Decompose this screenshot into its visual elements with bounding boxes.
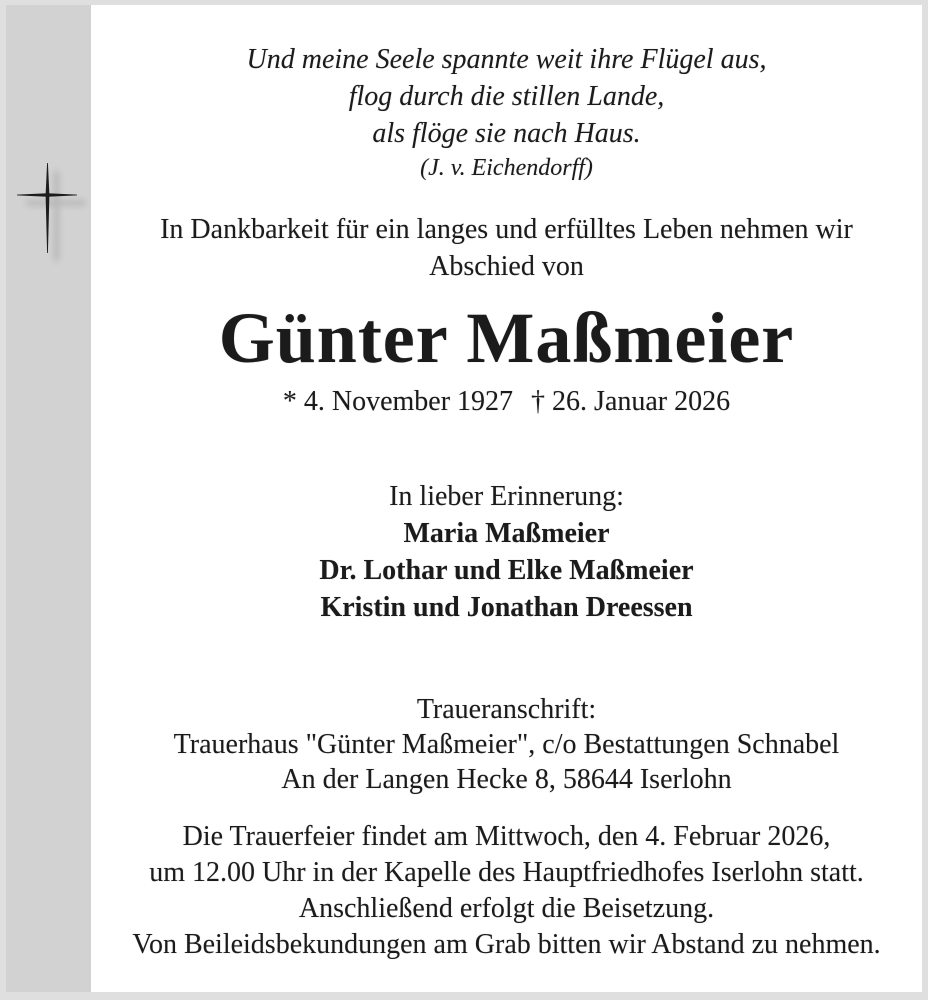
notice-content (91, 5, 922, 992)
poem-line: als flöge sie nach Haus. (372, 118, 641, 149)
address-heading: Traueranschrift: (416, 694, 597, 725)
left-gray-strip (6, 5, 91, 992)
service-line: Die Trauerfeier findet am Mittwoch, den 4. Februar 2026, (182, 821, 831, 852)
intro-text (91, 211, 922, 285)
remembrance-section (91, 478, 922, 626)
address-line: An der Langen Hecke 8, 58644 Iserlohn (281, 764, 732, 795)
poem-quote (91, 41, 922, 185)
mourner-name: Maria Maßmeier (403, 518, 610, 549)
poem-attribution: (J. v. Eichendorff) (420, 155, 593, 181)
death-date: † 26. Januar 2026 (531, 386, 731, 417)
mourner-name: Kristin und Jonathan Dreessen (320, 592, 693, 623)
memorial-cross-icon (6, 150, 91, 270)
life-dates (91, 383, 922, 420)
funeral-service-info (91, 819, 922, 963)
address-line: Trauerhaus "Günter Maßmeier", c/o Bestattungen Schnabel (173, 729, 840, 760)
mourner-name: Dr. Lothar und Elke Maßmeier (319, 555, 694, 586)
birth-date: * 4. November 1927 (282, 386, 514, 417)
service-line: Von Beileidsbekundungen am Grab bitten wir Abstand zu nehmen. (132, 929, 881, 960)
intro-line: Abschied von (429, 251, 584, 282)
mourner-names (91, 515, 922, 626)
intro-line: In Dankbarkeit für ein langes und erfülltes Leben nehmen wir (160, 214, 853, 245)
deceased-name: Günter Maßmeier (218, 298, 795, 378)
obituary-paper (6, 5, 922, 992)
mourning-address-section (91, 692, 922, 797)
service-line: um 12.00 Uhr in der Kapelle des Hauptfriedhofes Iserlohn statt. (149, 857, 864, 888)
service-line: Anschließend erfolgt die Beisetzung. (298, 893, 715, 924)
poem-line: flog durch die stillen Lande, (348, 81, 665, 112)
poem-line: Und meine Seele spannte weit ihre Flügel aus, (246, 44, 767, 75)
remembrance-heading: In lieber Erinnerung: (389, 481, 624, 512)
